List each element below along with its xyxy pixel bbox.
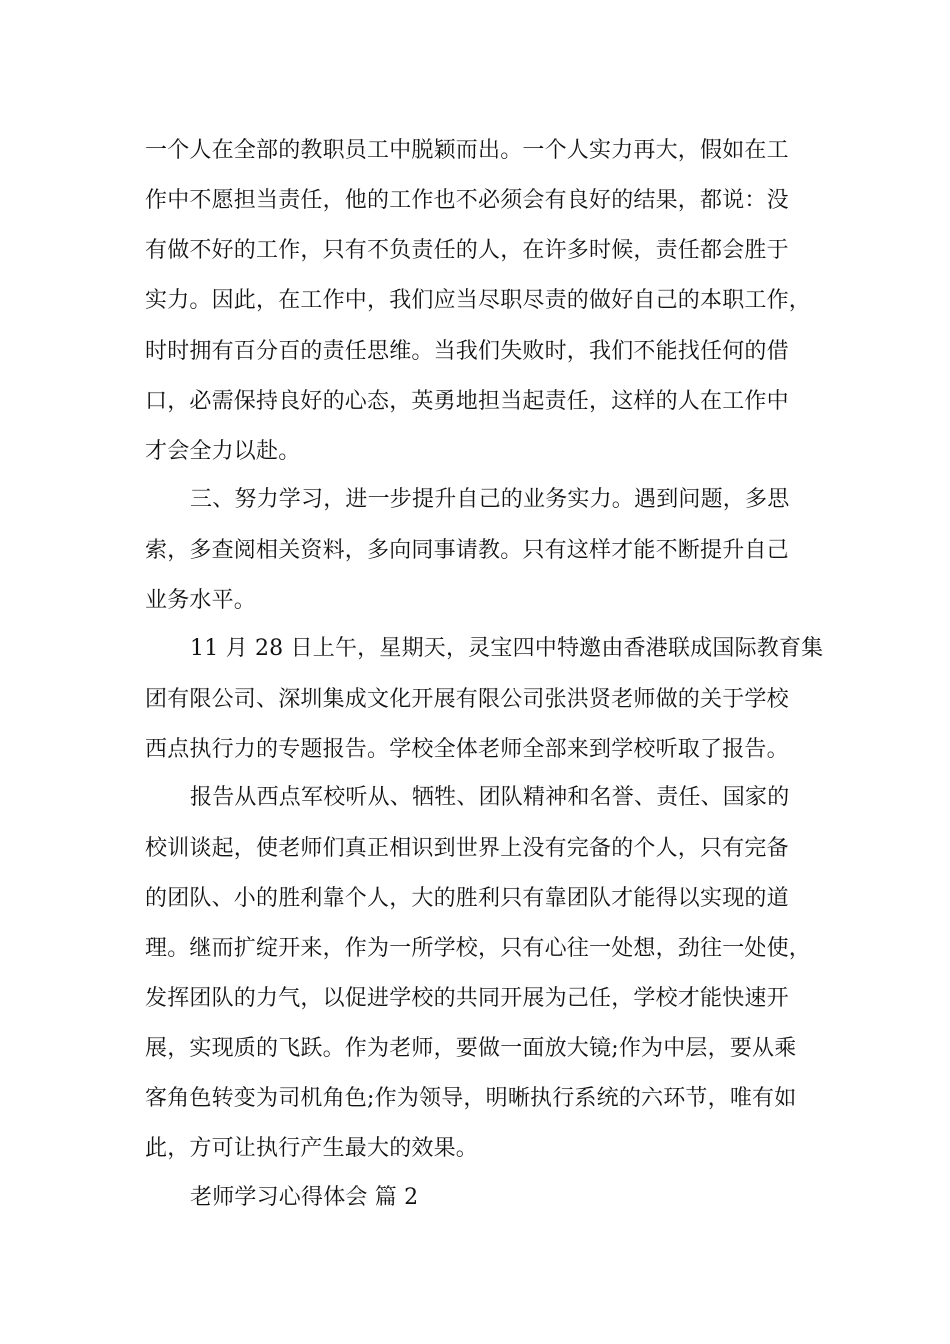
text-line: 才会全力以赴。 <box>145 439 301 464</box>
text-line: 校训谈起，使老师们真正相识到世界上没有完备的个人，只有完备 <box>145 836 789 861</box>
text-line: 有做不好的工作，只有不负责任的人，在许多时候，责任都会胜于 <box>145 238 789 263</box>
text-line: 时时拥有百分百的责任思维。当我们失败时，我们不能找任何的借 <box>145 339 789 364</box>
text-line: 发挥团队的力气，以促进学校的共同开展为己任，学校才能快速开 <box>145 986 789 1011</box>
text-line: 理。继而扩绽开来，作为一所学校，只有心往一处想，劲往一处使， <box>145 936 812 961</box>
text-line: 索，多查阅相关资料，多向同事请教。只有这样才能不断提升自己 <box>145 538 789 563</box>
text-line: 的团队、小的胜利靠个人，大的胜利只有靠团队才能得以实现的道 <box>145 886 789 911</box>
text-line: 西点执行力的专题报告。学校全体老师全部来到学校听取了报告。 <box>145 737 789 762</box>
text-line: 实力。因此，在工作中，我们应当尽职尽责的做好自己的本职工作， <box>145 288 812 313</box>
section-three-line: 三、努力学习，进一步提升自己的业务实力。遇到问题，多思 <box>190 487 790 512</box>
text-line: 团有限公司、深圳集成文化开展有限公司张洪贤老师做的关于学校 <box>145 687 789 712</box>
text-line: 作中不愿担当责任，他的工作也不必须会有良好的结果，都说：没 <box>145 188 789 213</box>
date-paragraph-line: 11 月 28 日上午，星期天，灵宝四中特邀由香港联成国际教育集 <box>190 636 824 661</box>
text-line: 客角色转变为司机角色;作为领导，明晰执行系统的六环节，唯有如 <box>145 1086 797 1111</box>
text-line: 口，必需保持良好的心态，英勇地担当起责任，这样的人在工作中 <box>145 389 789 414</box>
text-line: 展，实现质的飞跃。作为老师，要做一面放大镜;作为中层，要从乘 <box>145 1036 797 1061</box>
report-paragraph-line: 报告从西点军校听从、牺牲、团队精神和名誉、责任、国家的 <box>190 785 790 810</box>
section-heading: 老师学习心得体会 篇 2 <box>190 1185 419 1210</box>
text-line: 业务水平。 <box>145 588 257 613</box>
text-line: 一个人在全部的教职员工中脱颖而出。一个人实力再大，假如在工 <box>145 138 789 163</box>
text-line: 此，方可让执行产生最大的效果。 <box>145 1136 479 1161</box>
